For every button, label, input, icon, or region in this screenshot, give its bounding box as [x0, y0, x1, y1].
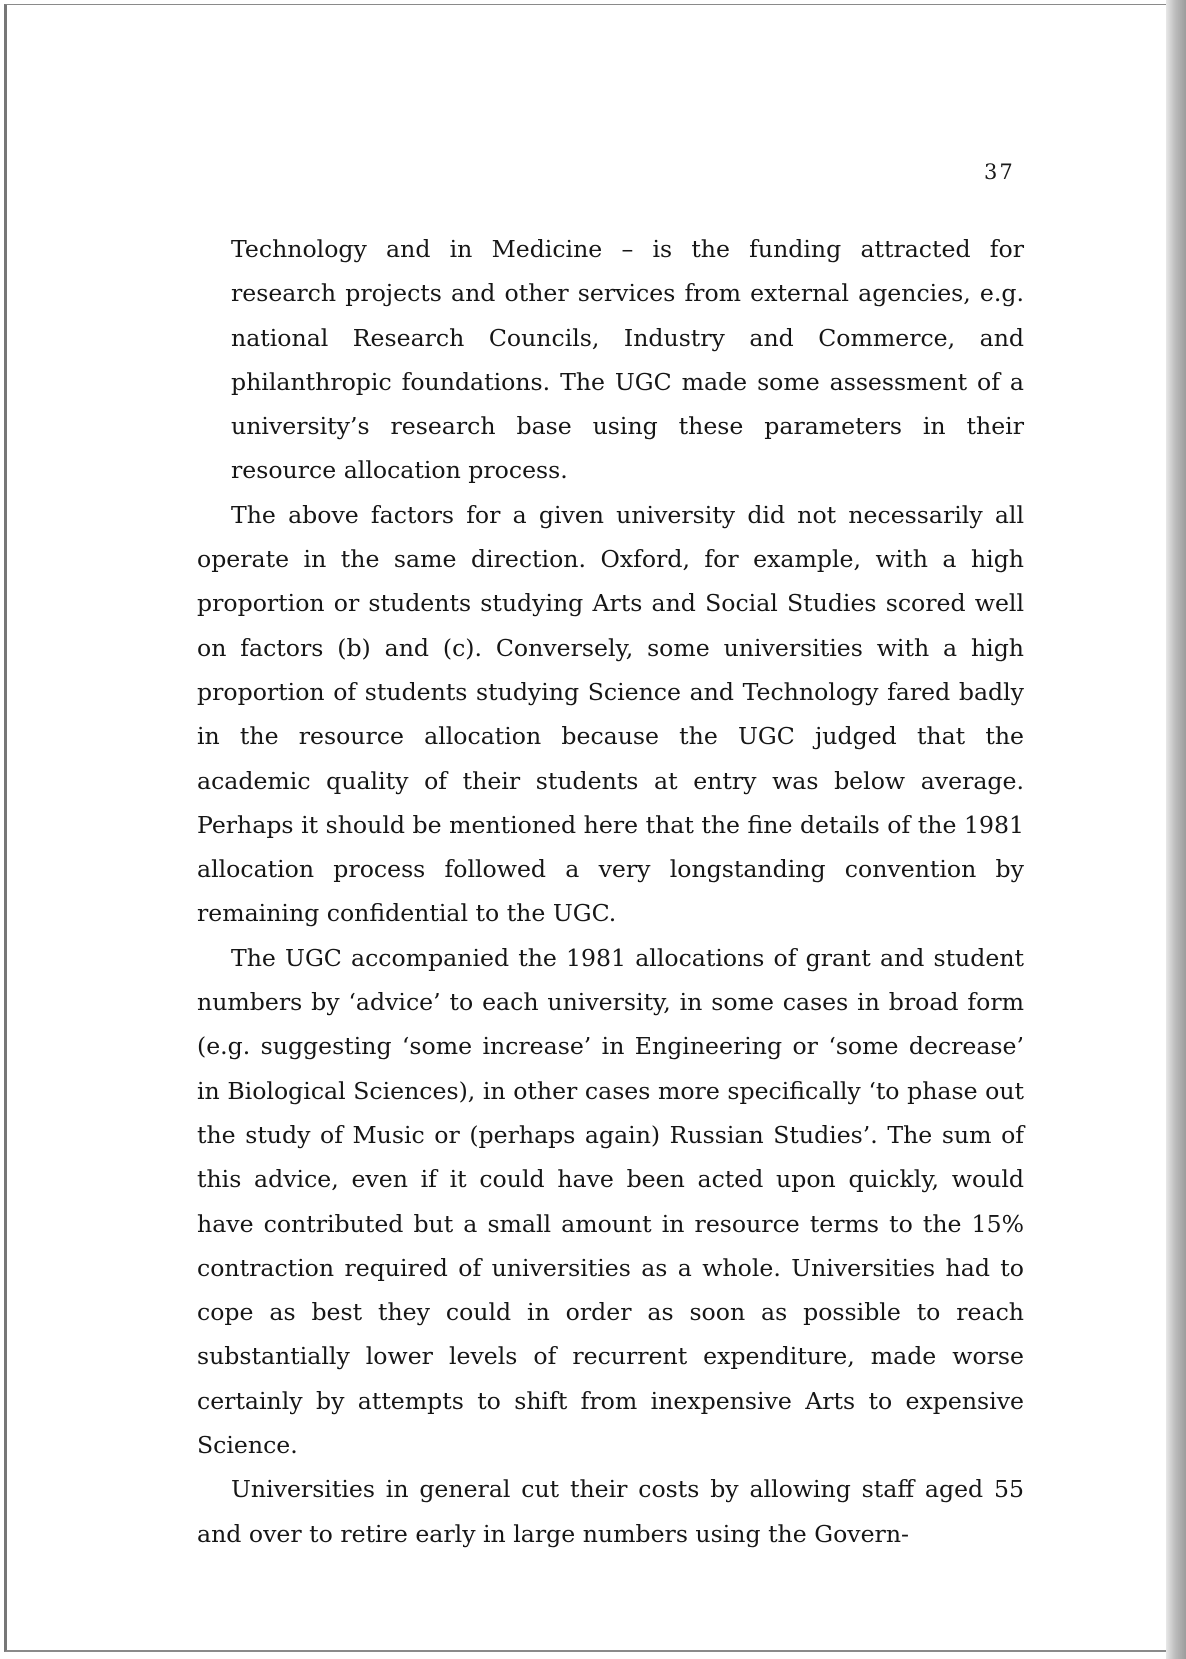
paragraph-1: Technology and in Medicine – is the funding attracted for research projects and other services from external agencies, e.g. national Research Councils, Industry and Commerce, and philanthropic foundations. The UGC made some assessment of a university’s research base using these parameters in their resource allocation process.	[231, 235, 1024, 485]
paragraph-2: The above factors for a given university did not necessarily all operate in the same direction. Oxford, for example, with a high proportion or students studying Arts and Social Studies scored well on factors (b) and (c). Conversely, some universities with a high proportion of students studying Science and Technology fared badly in the resource allocation because the UGC judged that the academic quality of their students at entry was below average. Perhaps it should be mentioned here that the fine details of the 1981 allocation process followed a very longstanding convention by remaining confidential to the UGC.	[197, 500, 1024, 928]
page-edge-shadow	[1166, 0, 1186, 1659]
paragraph-4: Universities in general cut their costs by allowing staff aged 55 and over to retire early in large numbers using the Govern-	[197, 1475, 1024, 1548]
page-number: 37	[984, 160, 1015, 184]
page-body	[197, 227, 1024, 1556]
book-page	[4, 4, 1168, 1652]
paragraph-3: The UGC accompanied the 1981 allocations of grant and student numbers by ‘advice’ to each university, in some cases in broad form (e.g. suggesting ‘some increase’ in Engineering or ‘some decrease’ in Biological Sciences), in other cases more specifically ‘to phase out the study of Music or (perhaps again) Russian Studies’. The sum of this advice, even if it could have been acted upon quickly, would have contributed but a small amount in resource terms to the 15% contraction required of universities as a whole. Universities had to cope as best they could in order as soon as possible to reach substantially lower levels of recurrent expenditure, made worse certainly by attempts to shift from inexpensive Arts to expensive Science.	[197, 943, 1024, 1460]
